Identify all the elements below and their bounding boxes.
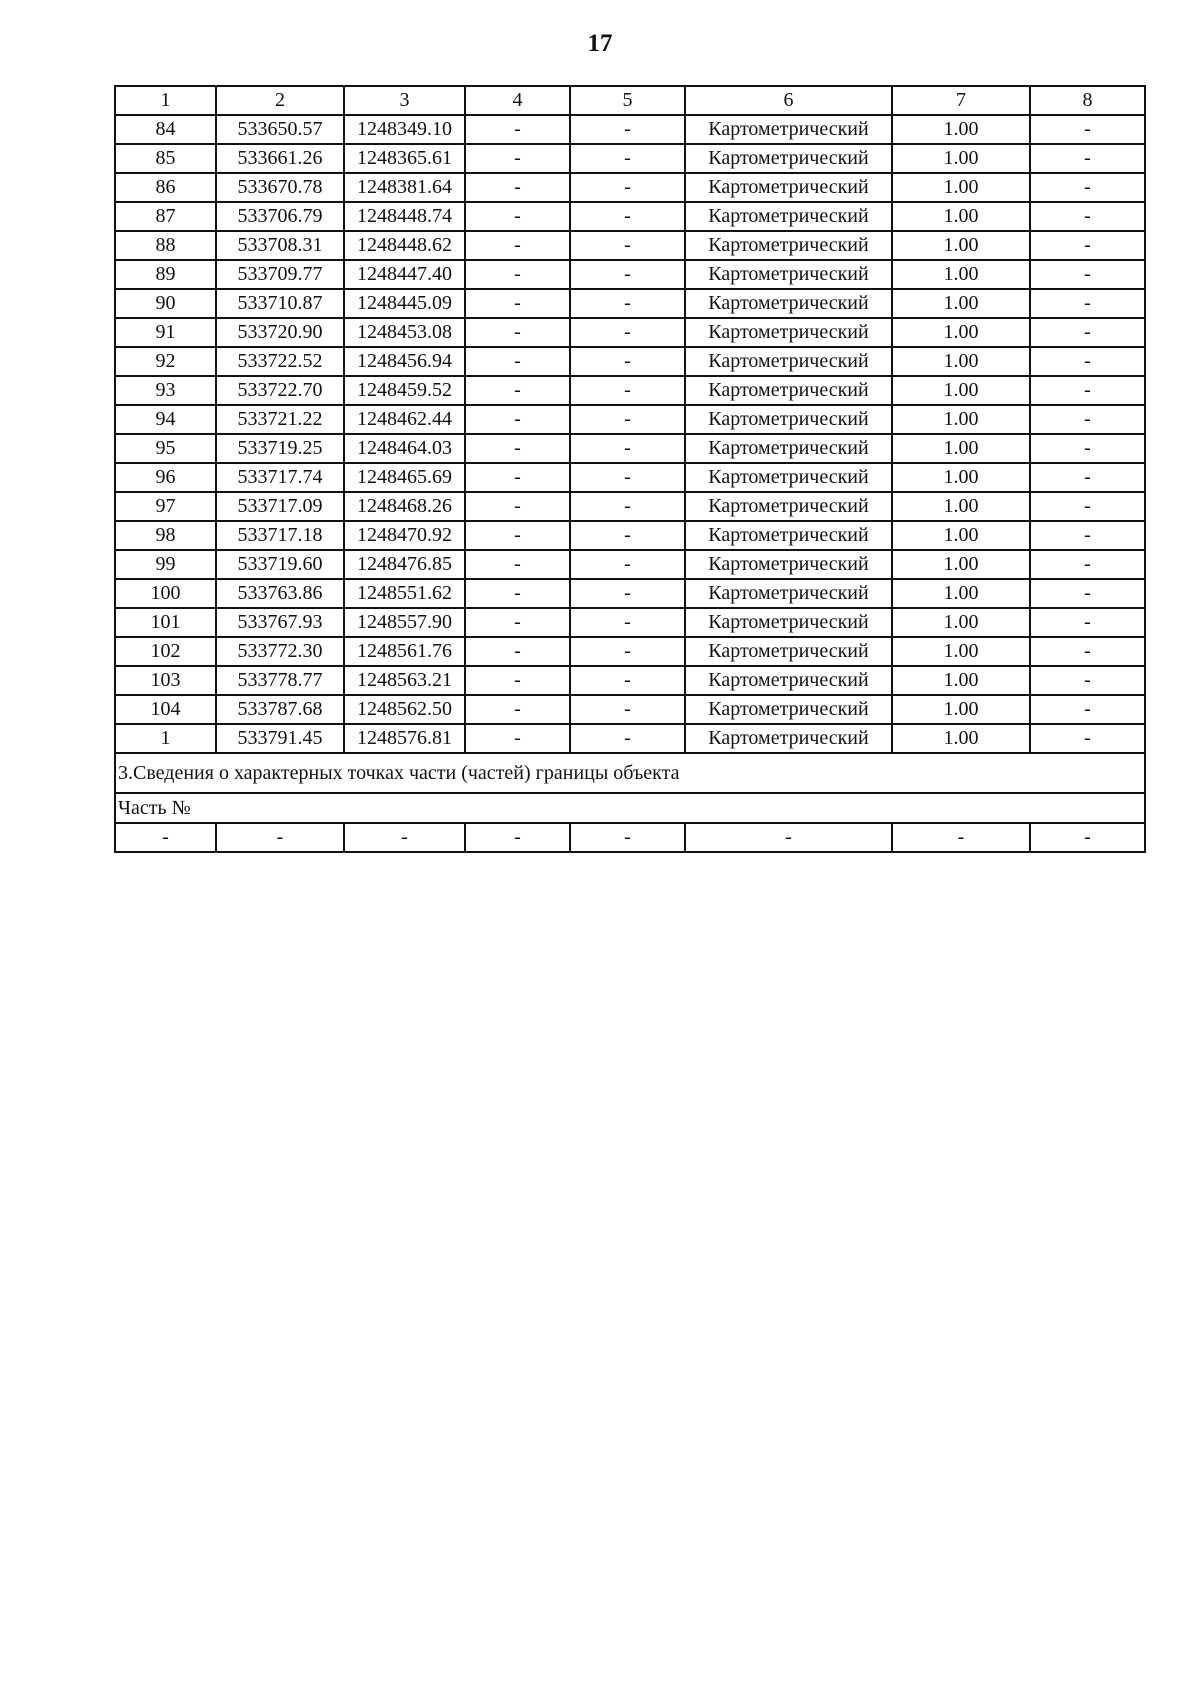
table-row (115, 550, 1145, 579)
table-cell: Картометрический (685, 724, 892, 753)
table-row (115, 579, 1145, 608)
table-row (115, 289, 1145, 318)
table-cell: - (465, 434, 570, 463)
table-cell: - (570, 260, 685, 289)
table-cell: 1.00 (892, 724, 1030, 753)
table-cell: 533710.87 (216, 289, 344, 318)
table-cell: - (1030, 666, 1145, 695)
table-cell: 1248459.52 (344, 376, 465, 405)
table-cell: - (465, 144, 570, 173)
table-cell: 1.00 (892, 376, 1030, 405)
table-cell: Картометрический (685, 405, 892, 434)
table-cell: 1248465.69 (344, 463, 465, 492)
table-cell: - (570, 550, 685, 579)
table-cell: 1.00 (892, 550, 1030, 579)
table-cell: 85 (115, 144, 216, 173)
table-cell: - (570, 463, 685, 492)
table-cell: - (1030, 347, 1145, 376)
table-cell: Картометрический (685, 173, 892, 202)
table-cell: 533763.86 (216, 579, 344, 608)
table-cell: 1248448.74 (344, 202, 465, 231)
table-cell: 96 (115, 463, 216, 492)
table-cell: - (570, 521, 685, 550)
table-cell: 533708.31 (216, 231, 344, 260)
table-cell: 91 (115, 318, 216, 347)
table-cell: - (465, 202, 570, 231)
table-cell: 1.00 (892, 173, 1030, 202)
table-cell: - (465, 463, 570, 492)
table-cell: - (465, 608, 570, 637)
table-cell: Картометрический (685, 434, 892, 463)
table-cell: 97 (115, 492, 216, 521)
table-cell: 90 (115, 289, 216, 318)
table-cell: - (465, 318, 570, 347)
table-cell: - (570, 405, 685, 434)
table-cell: 1 (115, 724, 216, 753)
table-cell: 1248464.03 (344, 434, 465, 463)
section-title: 3.Сведения о характерных точках части (частей) границы объекта (115, 753, 1145, 793)
table-cell: Картометрический (685, 115, 892, 144)
table-cell: - (465, 724, 570, 753)
part-cell: - (115, 823, 216, 852)
header-cell: 3 (344, 86, 465, 115)
table-cell: Картометрический (685, 347, 892, 376)
table-cell: - (1030, 260, 1145, 289)
table-cell: 533720.90 (216, 318, 344, 347)
table-cell: - (465, 405, 570, 434)
table-cell: 533670.78 (216, 173, 344, 202)
coordinates-table (114, 85, 1146, 853)
header-cell: 5 (570, 86, 685, 115)
table-cell: - (1030, 231, 1145, 260)
table-cell: 533709.77 (216, 260, 344, 289)
table-cell: Картометрический (685, 521, 892, 550)
table-cell: 88 (115, 231, 216, 260)
table-cell: 102 (115, 637, 216, 666)
table-cell: 84 (115, 115, 216, 144)
table-cell: - (1030, 144, 1145, 173)
table-cell: 1.00 (892, 318, 1030, 347)
table-row (115, 695, 1145, 724)
table-cell: - (465, 376, 570, 405)
table-cell: - (1030, 724, 1145, 753)
table-cell: 1248470.92 (344, 521, 465, 550)
table-cell: 98 (115, 521, 216, 550)
table-cell: - (1030, 492, 1145, 521)
table-cell: - (1030, 434, 1145, 463)
header-cell: 4 (465, 86, 570, 115)
table-cell: 1.00 (892, 144, 1030, 173)
table-cell: - (1030, 405, 1145, 434)
table-cell: - (465, 695, 570, 724)
table-cell: 1.00 (892, 231, 1030, 260)
table-cell: 1248462.44 (344, 405, 465, 434)
table-row (115, 521, 1145, 550)
table-cell: - (1030, 637, 1145, 666)
header-cell: 1 (115, 86, 216, 115)
table-cell: 533767.93 (216, 608, 344, 637)
table-cell: Картометрический (685, 492, 892, 521)
part-cell: - (685, 823, 892, 852)
table-row (115, 666, 1145, 695)
table-cell: - (465, 289, 570, 318)
table-cell: 1248445.09 (344, 289, 465, 318)
table-cell: - (570, 724, 685, 753)
table-row (115, 492, 1145, 521)
table-cell: 1.00 (892, 492, 1030, 521)
table-cell: - (465, 231, 570, 260)
table-cell: 1.00 (892, 434, 1030, 463)
table-cell: Картометрический (685, 318, 892, 347)
header-cell: 2 (216, 86, 344, 115)
table-cell: - (570, 202, 685, 231)
table-cell: 1248476.85 (344, 550, 465, 579)
table-cell: 533717.18 (216, 521, 344, 550)
table-cell: 1.00 (892, 637, 1030, 666)
table-cell: 533787.68 (216, 695, 344, 724)
table-cell: Картометрический (685, 260, 892, 289)
table-row (115, 637, 1145, 666)
table-cell: 533791.45 (216, 724, 344, 753)
table-cell: - (570, 608, 685, 637)
table-cell: 87 (115, 202, 216, 231)
table-cell: - (1030, 550, 1145, 579)
part-data-row (115, 823, 1145, 852)
table-cell: - (465, 666, 570, 695)
table-cell: 1.00 (892, 202, 1030, 231)
table-cell: - (465, 521, 570, 550)
table-cell: 1248381.64 (344, 173, 465, 202)
table-cell: - (1030, 579, 1145, 608)
table-cell: 1.00 (892, 347, 1030, 376)
table-row (115, 173, 1145, 202)
table-cell: Картометрический (685, 289, 892, 318)
section-title-row (115, 753, 1145, 793)
table-cell: - (1030, 289, 1145, 318)
table-cell: 101 (115, 608, 216, 637)
table-cell: 533721.22 (216, 405, 344, 434)
table-cell: 533722.52 (216, 347, 344, 376)
header-cell: 7 (892, 86, 1030, 115)
part-cell: - (344, 823, 465, 852)
table-cell: Картометрический (685, 144, 892, 173)
table-cell: - (465, 550, 570, 579)
table-cell: 1.00 (892, 608, 1030, 637)
table-cell: - (570, 637, 685, 666)
table-cell: - (465, 115, 570, 144)
table-cell: - (465, 347, 570, 376)
table-row (115, 608, 1145, 637)
table-cell: 1248448.62 (344, 231, 465, 260)
table-cell: - (570, 173, 685, 202)
table-cell: - (570, 289, 685, 318)
table-cell: 533650.57 (216, 115, 344, 144)
part-cell: - (216, 823, 344, 852)
table-cell: - (570, 434, 685, 463)
table-cell: 533772.30 (216, 637, 344, 666)
table-row (115, 463, 1145, 492)
table-cell: 1.00 (892, 289, 1030, 318)
table-cell: - (465, 637, 570, 666)
table-cell: - (570, 376, 685, 405)
table-cell: 1.00 (892, 579, 1030, 608)
table-cell: - (570, 231, 685, 260)
table-cell: 100 (115, 579, 216, 608)
table-cell: 1.00 (892, 666, 1030, 695)
table-cell: - (1030, 463, 1145, 492)
table-cell: 533661.26 (216, 144, 344, 173)
table-cell: 1248562.50 (344, 695, 465, 724)
table-cell: - (1030, 608, 1145, 637)
table-cell: 1248563.21 (344, 666, 465, 695)
table-cell: 1248576.81 (344, 724, 465, 753)
section-body (115, 753, 1145, 852)
table-cell: 1.00 (892, 521, 1030, 550)
table-cell: Картометрический (685, 463, 892, 492)
table-cell: 1248453.08 (344, 318, 465, 347)
table-body (115, 86, 1145, 753)
table-cell: 95 (115, 434, 216, 463)
table-cell: - (1030, 376, 1145, 405)
table-cell: 103 (115, 666, 216, 695)
table-cell: 104 (115, 695, 216, 724)
table-cell: 1248447.40 (344, 260, 465, 289)
table-cell: Картометрический (685, 579, 892, 608)
table-row (115, 202, 1145, 231)
table-cell: - (1030, 695, 1145, 724)
table-cell: 99 (115, 550, 216, 579)
table-cell: 1248561.76 (344, 637, 465, 666)
header-row (115, 86, 1145, 115)
table-cell: 533717.09 (216, 492, 344, 521)
table-cell: 533719.25 (216, 434, 344, 463)
table-cell: 1248551.62 (344, 579, 465, 608)
table-cell: - (465, 173, 570, 202)
table-cell: Картометрический (685, 666, 892, 695)
table-cell: 533719.60 (216, 550, 344, 579)
table-cell: Картометрический (685, 550, 892, 579)
table-cell: 86 (115, 173, 216, 202)
table-cell: 1.00 (892, 115, 1030, 144)
table-cell: 1.00 (892, 463, 1030, 492)
page-number: 17 (587, 30, 613, 57)
table-row (115, 405, 1145, 434)
part-cell: - (892, 823, 1030, 852)
table-cell: 92 (115, 347, 216, 376)
table-cell: - (570, 144, 685, 173)
table-cell: - (570, 115, 685, 144)
header-cell: 6 (685, 86, 892, 115)
table-cell: - (570, 579, 685, 608)
table-row (115, 144, 1145, 173)
table-cell: 1248456.94 (344, 347, 465, 376)
table-cell: 1.00 (892, 405, 1030, 434)
table-cell: - (570, 666, 685, 695)
table-row (115, 376, 1145, 405)
table-row (115, 231, 1145, 260)
table-cell: 1.00 (892, 260, 1030, 289)
table-cell: Картометрический (685, 202, 892, 231)
header-cell: 8 (1030, 86, 1145, 115)
table-row (115, 115, 1145, 144)
table-cell: 1248557.90 (344, 608, 465, 637)
table-cell: - (1030, 318, 1145, 347)
table-cell: - (1030, 115, 1145, 144)
table-cell: - (570, 492, 685, 521)
table-cell: 1248468.26 (344, 492, 465, 521)
table-cell: - (570, 318, 685, 347)
table-cell: 1248349.10 (344, 115, 465, 144)
table-cell: 1.00 (892, 695, 1030, 724)
table-cell: - (1030, 202, 1145, 231)
table-cell: 533778.77 (216, 666, 344, 695)
table-cell: 89 (115, 260, 216, 289)
table-cell: Картометрический (685, 231, 892, 260)
part-label: Часть № (115, 793, 1145, 823)
table-cell: - (465, 260, 570, 289)
table-cell: - (465, 492, 570, 521)
table-cell: 533706.79 (216, 202, 344, 231)
table-cell: - (1030, 521, 1145, 550)
part-label-row (115, 793, 1145, 823)
table-cell: - (1030, 173, 1145, 202)
table-cell: 94 (115, 405, 216, 434)
table-cell: 533717.74 (216, 463, 344, 492)
table-cell: 1248365.61 (344, 144, 465, 173)
part-cell: - (1030, 823, 1145, 852)
table-cell: Картометрический (685, 376, 892, 405)
table-row (115, 434, 1145, 463)
table-cell: Картометрический (685, 637, 892, 666)
table-cell: 533722.70 (216, 376, 344, 405)
table-cell: - (570, 695, 685, 724)
table-cell: 93 (115, 376, 216, 405)
part-cell: - (465, 823, 570, 852)
table-row (115, 347, 1145, 376)
table-cell: - (570, 347, 685, 376)
table-row (115, 724, 1145, 753)
table-cell: - (465, 579, 570, 608)
table-row (115, 260, 1145, 289)
table-row (115, 318, 1145, 347)
part-cell: - (570, 823, 685, 852)
table-cell: Картометрический (685, 695, 892, 724)
table-cell: Картометрический (685, 608, 892, 637)
